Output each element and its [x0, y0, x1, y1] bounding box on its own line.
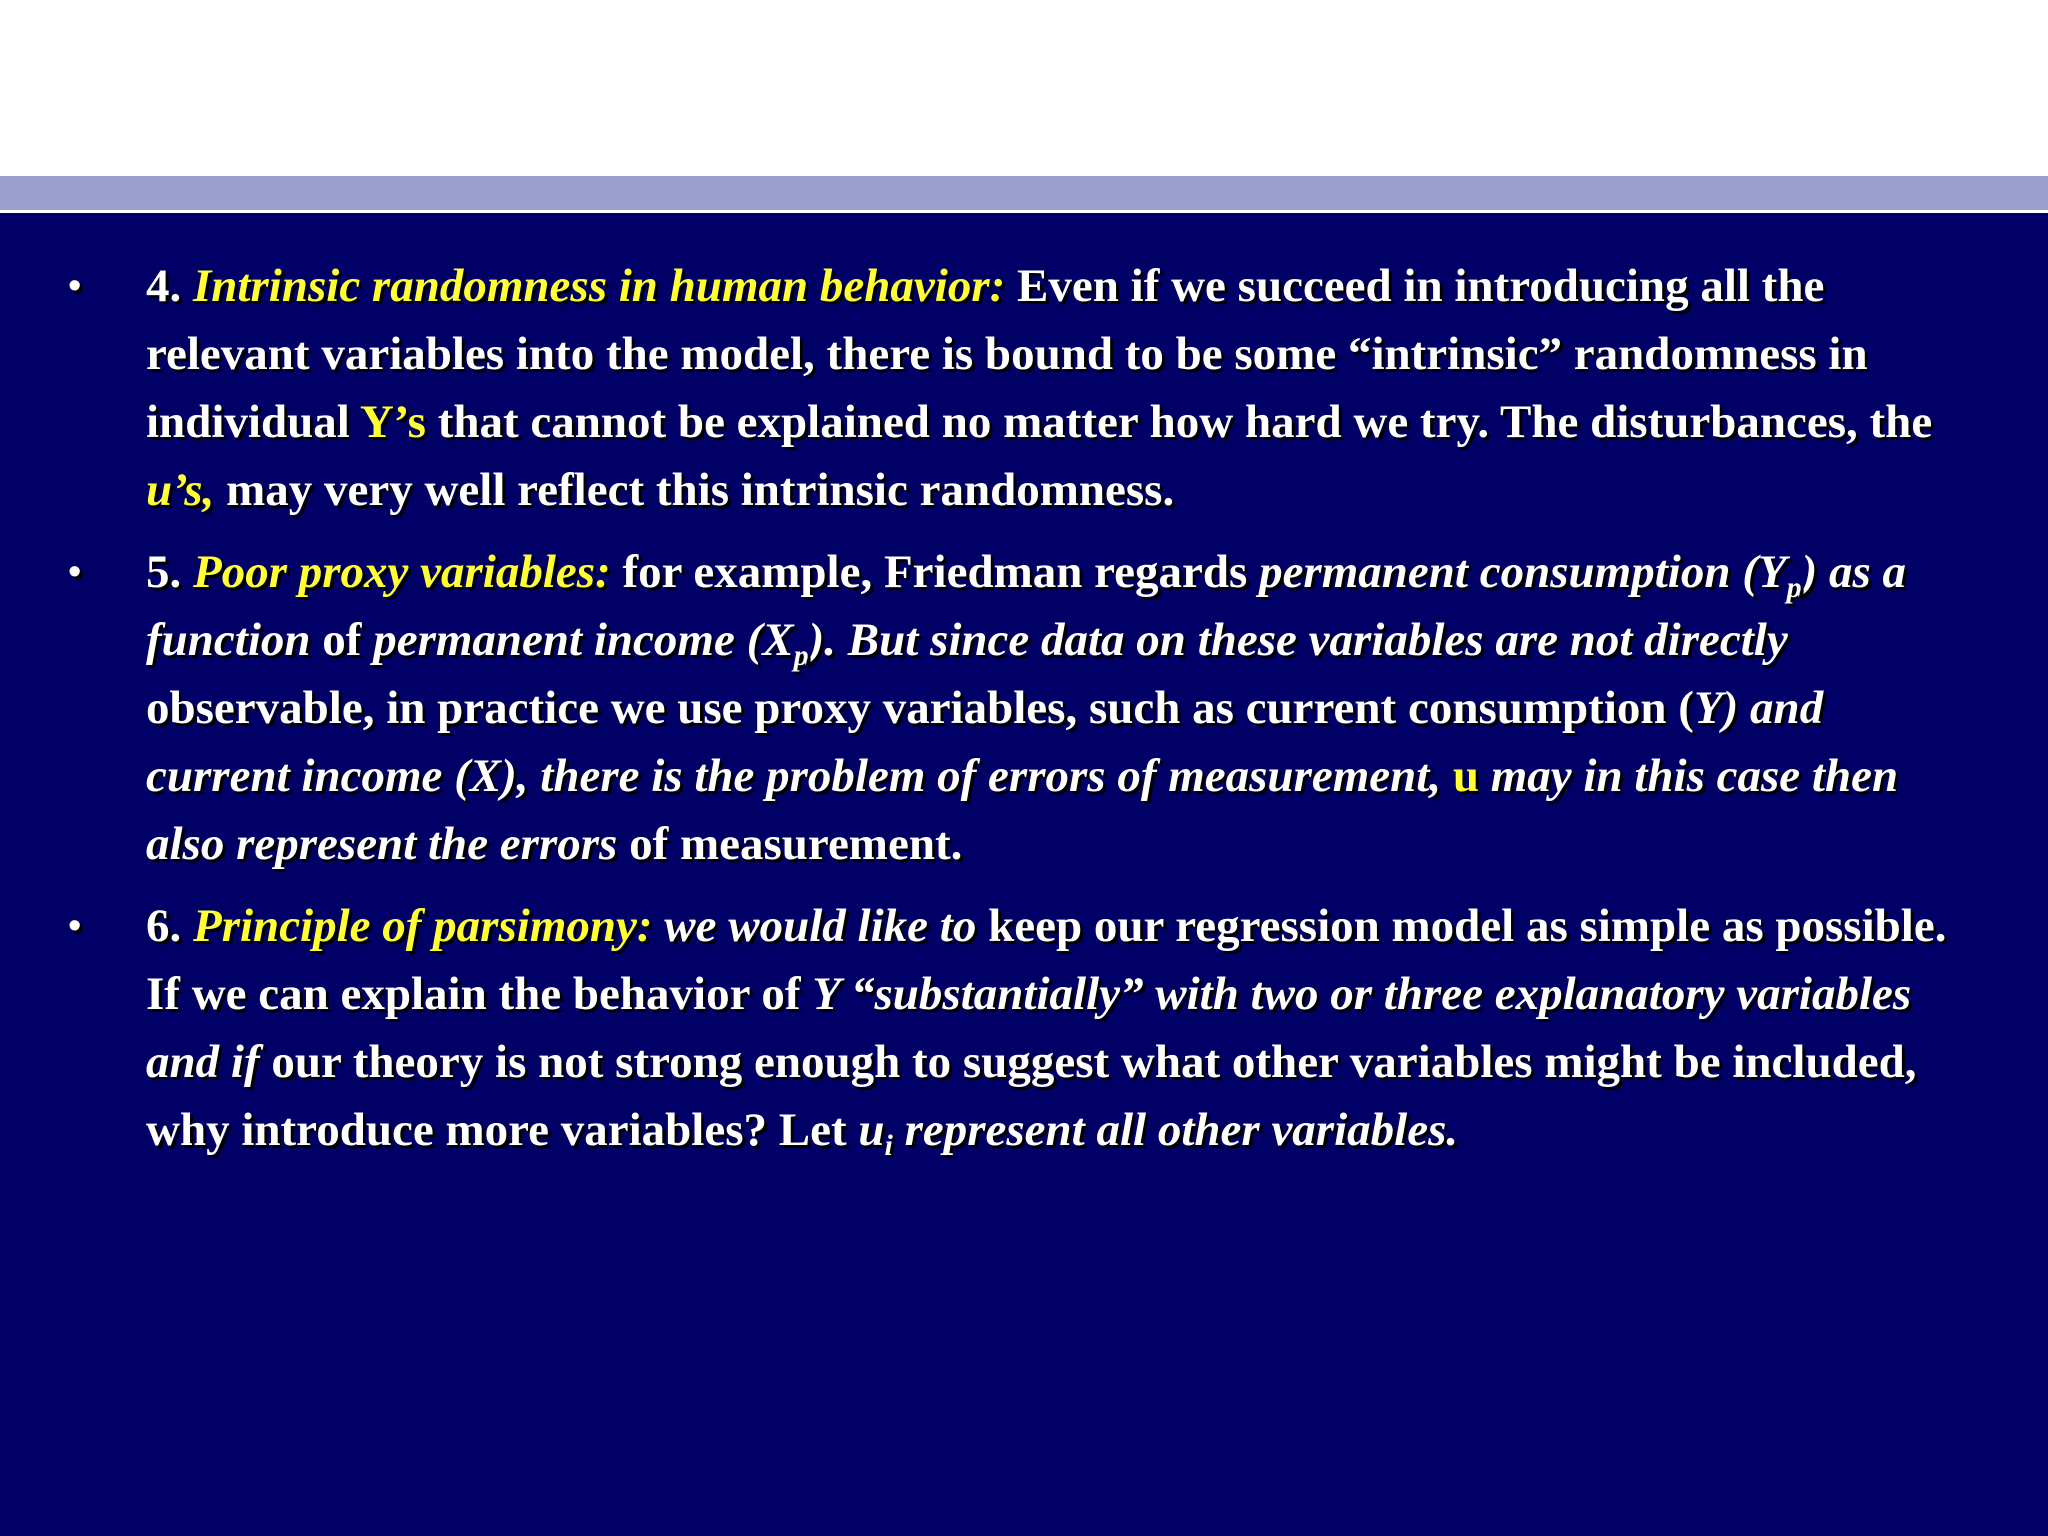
subscript: p — [1786, 571, 1802, 604]
accent-band — [0, 176, 2048, 210]
bullet-number: 4. — [146, 260, 182, 312]
bullet-item-5 — [0, 538, 1976, 878]
italic-part: permanent consumption (Y — [1259, 546, 1787, 598]
bullet-list — [0, 252, 2048, 1178]
bullet-dot-icon: • — [68, 905, 82, 947]
bullet-text: keep our regression model as simple as possible. If we can explain the behavior of — [146, 900, 1947, 1020]
italic-text: Y “substantially” with two or three explanatory variables and if — [146, 968, 1912, 1088]
subscript: p — [793, 639, 809, 672]
italic-text: Y) and current income (X), there is the problem of errors of measurement, — [146, 682, 1824, 802]
bullet-number: 6. — [146, 900, 182, 952]
bullet-heading: Intrinsic randomness in human behavior: — [193, 260, 1006, 312]
bullet-text: Even if we succeed in introducing all the relevant variables into the model, there is bound to be some “intrinsic” randomness in individual — [146, 260, 1868, 448]
highlight-term: u — [1452, 750, 1479, 802]
bullet-number: 5. — [146, 546, 182, 598]
bullet-heading: Principle of parsimony: — [193, 900, 653, 952]
bullet-item-4 — [0, 252, 1976, 524]
italic-part: u — [858, 1104, 885, 1156]
italic-text — [373, 614, 1788, 672]
bullet-text: for example, Friedman regards — [622, 546, 1248, 598]
bullet-text: that cannot be explained no matter how hard we try. The disturbances, the — [437, 396, 1933, 448]
highlight-term: Y’s — [359, 396, 426, 448]
bullet-heading: Poor proxy variables: — [193, 546, 611, 598]
bullet-dot-icon: • — [68, 551, 82, 593]
title-area — [0, 0, 2048, 176]
italic-text: represent all other variables. — [904, 1104, 1459, 1156]
bullet-text: of — [322, 614, 362, 666]
italic-part: ). But since data on these variables are not directly — [808, 614, 1788, 666]
italic-part: permanent income (X — [373, 614, 794, 666]
italic-text: may in this case then also represent the errors — [146, 750, 1899, 870]
bullet-text: of measurement. — [629, 818, 963, 870]
italic-text: we would like to — [664, 900, 977, 952]
bullet-text: may very well reflect this intrinsic randomness. — [226, 464, 1175, 516]
subscript: i — [884, 1129, 893, 1162]
bullet-text: our theory is not strong enough to suggest what other variables might be included, why introduce more variables? Let — [146, 1036, 1917, 1156]
italic-part: ) as a function — [146, 546, 1907, 666]
highlight-term: u’s, — [146, 464, 215, 516]
bullet-dot-icon: • — [68, 265, 82, 307]
bullet-item-6 — [0, 892, 1976, 1164]
italic-text — [858, 1104, 893, 1162]
bullet-text: observable, in practice we use proxy variables, such as current consumption ( — [146, 682, 1694, 734]
